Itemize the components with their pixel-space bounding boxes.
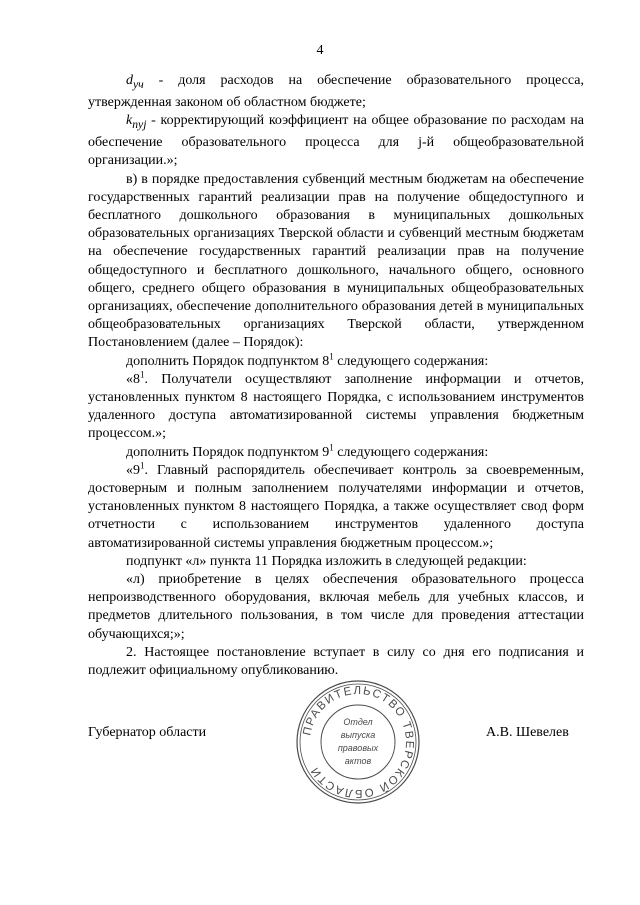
superscript: 1 [140,460,145,471]
paragraph-add-8-1 [88,350,584,371]
paragraph-item-2: 2. Настоящее постановление вступает в силу со дня его подписания и подлежит официальному опубликованию. [88,644,584,679]
paragraph-text: дополнить Порядок подпунктом 8 [126,353,330,369]
paragraph-text: . Главный распорядитель обеспечивает контроль за своевременным, достоверным и полным заполнением получателями информации и отчетов, установленных пунктом 8 настоящего Порядка, а также осуществляет свод форм отчетности с использованием инструментов удаленного доступа автоматизированной системы управления бюджетным процессом.»; [88,462,584,551]
document-body [88,72,584,680]
superscript: 1 [329,350,334,361]
signature-position: Губернатор области [88,725,207,740]
paragraph-d-uch [88,72,584,112]
sub-uch: уч [133,77,144,91]
paragraph-v: в) в порядке предоставления субвенций местным бюджетам на обеспечение государственных гарантий реализации прав на получение общедоступного и бесплатного дошкольного образования в муниципальных дошкольных образовательных организациях Тверской области и субвенций местным бюджетам на обеспечение государственных гарантий реализации прав на получение общедоступного и бесплатного дошкольного, начального общего, основного общего, среднего общего образования в муниципальных общеобразовательных организациях, обеспечение дополнительного образования детей в муниципальных общеобразовательных организациях Тверской области, утвержденном Постановлением (далее – Порядок): [88,171,584,351]
superscript: 1 [140,369,145,380]
page-number: 4 [316,43,324,58]
stamp-line-2: выпуска [340,730,376,740]
stamp-line-3: правовых [337,743,379,753]
paragraph-text: «9 [126,462,140,478]
paragraph-text: следующего содержания: [333,353,489,369]
stamp-line-1: Отдел [343,717,373,727]
paragraph-text: дополнить Порядок подпунктом 9 [126,444,330,460]
paragraph-subitem-l: подпункт «л» пункта 11 Порядка изложить в следующей редакции: [126,553,527,569]
superscript: 1 [329,442,334,452]
stamp-ring-text: ПРАВИТЕЛЬСТВО ТВЕРСКОЙ ОБЛАСТИ [301,684,416,800]
stamp-line-4: актов [344,756,372,766]
signatory-name: А.В. Шевелев [486,725,569,740]
paragraph-9-1 [88,462,584,553]
paragraph-text: - доля расходов на обеспечение образовательного процесса, утвержденная законом об областном бюджете; [88,73,584,110]
paragraph-add-9-1 [88,444,584,462]
paragraph-text: - корректирующий коэффициент на общее образование по расходам на обеспечение образовательного процесса для j-й общеобразовательной организации.»; [88,113,584,169]
paragraph-l-text: «л) приобретение в целях обеспечения образовательного процесса непроизводственного оборудования, включая мебель для учебных классов, и предметов длительного пользования, в том числе для проведения аттестации обучающихся;»; [88,572,584,642]
official-stamp [293,677,423,807]
sub-nuj: nуj [132,118,147,131]
paragraph-text: «8 [126,371,140,387]
paragraph-k-nuj [88,112,584,170]
paragraph-text: следующего содержания: [333,444,489,460]
paragraph-8-1 [88,371,584,444]
var-d: d [126,73,133,88]
var-k: k [126,113,133,129]
paragraph-text: . Получатели осуществляют заполнение информации и отчетов, установленных пунктом 8 настоящего Порядка, с использованием инструментов удаленного доступа автоматизированной системы управления бюджетным процессом.»; [88,371,584,442]
